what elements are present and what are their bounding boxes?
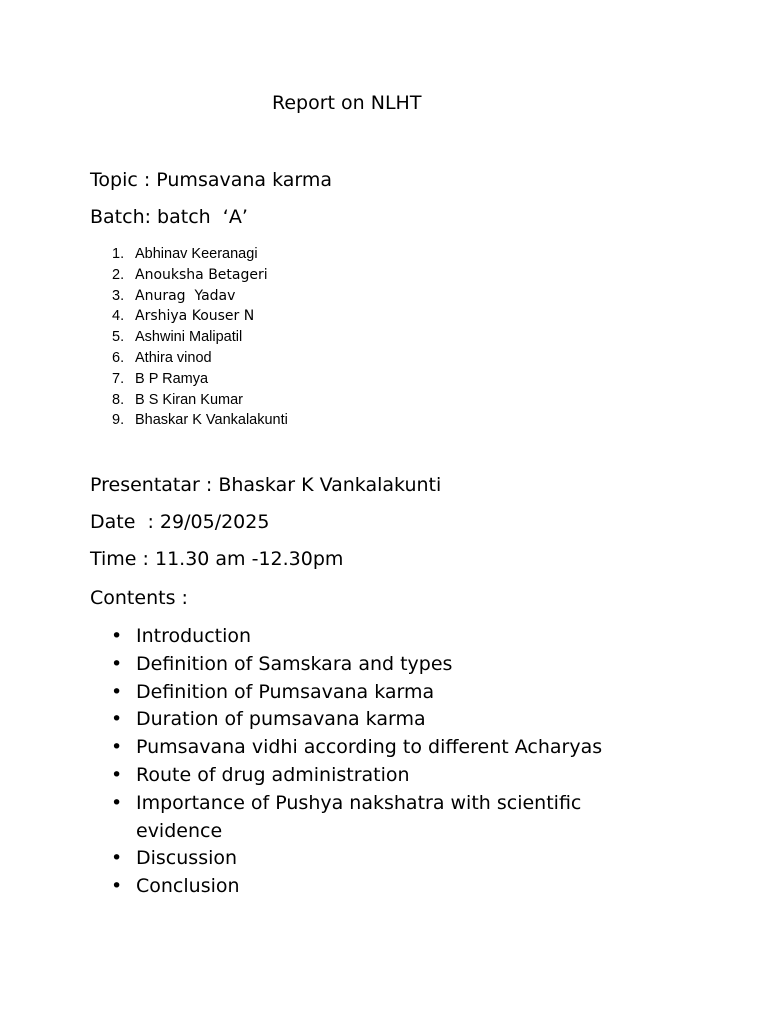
contents-item-text: Importance of Pushya nakshatra with scientific evidence — [136, 791, 582, 842]
student-name: Anurag Yadav — [135, 287, 236, 304]
list-item — [90, 679, 650, 707]
document-title: Report on NLHT — [272, 92, 422, 114]
contents-item-text: Duration of pumsavana karma — [136, 708, 426, 731]
bullet-icon: • — [111, 708, 123, 731]
list-number: 3. — [112, 287, 125, 304]
list-number: 1. — [112, 246, 125, 262]
list-item — [90, 623, 650, 651]
student-name: Arshiya Kouser N — [135, 308, 255, 325]
list-number: 7. — [112, 370, 125, 387]
bullet-icon: • — [111, 791, 123, 814]
contents-item-text: Conclusion — [136, 875, 240, 898]
bullet-icon: • — [111, 652, 123, 675]
list-item — [90, 734, 650, 762]
date-line: Date : 29/05/2025 — [90, 511, 270, 533]
contents-item-text: Introduction — [136, 625, 252, 647]
bullet-icon: • — [111, 847, 123, 870]
student-name: Bhaskar K Vankalakunti — [135, 412, 288, 429]
list-number: 4. — [112, 308, 125, 325]
student-name: Anouksha Betageri — [135, 266, 268, 283]
student-name: B P Ramya — [135, 370, 209, 387]
contents-item-text: Discussion — [136, 847, 238, 870]
bullet-icon: • — [111, 625, 123, 647]
list-number: 5. — [112, 329, 125, 346]
bullet-icon: • — [111, 763, 123, 786]
list-item — [90, 845, 650, 873]
batch-line: Batch: batch ‘A’ — [90, 206, 248, 228]
list-number: 6. — [112, 349, 125, 366]
contents-item-text: Route of drug administration — [136, 763, 410, 786]
list-item — [90, 873, 650, 901]
list-item — [90, 651, 650, 679]
contents-list — [90, 623, 650, 901]
list-number: 9. — [112, 412, 125, 429]
presenter-line: Presentatar : Bhaskar K Vankalakunti — [90, 474, 442, 496]
list-number: 8. — [112, 391, 125, 408]
student-name: Athira vinod — [135, 349, 212, 366]
student-name: B S Kiran Kumar — [135, 391, 243, 408]
contents-heading: Contents : — [90, 587, 188, 609]
list-item — [90, 762, 650, 790]
list-item — [90, 706, 650, 734]
bullet-icon: • — [111, 680, 123, 703]
list-number: 2. — [112, 266, 125, 283]
bullet-icon: • — [111, 736, 123, 759]
topic-line: Topic : Pumsavana karma — [90, 169, 333, 191]
contents-item-text: Definition of Samskara and types — [136, 652, 453, 675]
time-line: Time : 11.30 am -12.30pm — [90, 548, 344, 570]
bullet-icon: • — [111, 875, 123, 898]
student-name: Ashwini Malipatil — [135, 329, 243, 346]
list-item — [90, 790, 650, 846]
student-name: Abhinav Keeranagi — [135, 246, 258, 262]
contents-item-text: Definition of Pumsavana karma — [136, 680, 435, 703]
contents-item-text: Pumsavana vidhi according to different Acharyas — [136, 736, 603, 759]
